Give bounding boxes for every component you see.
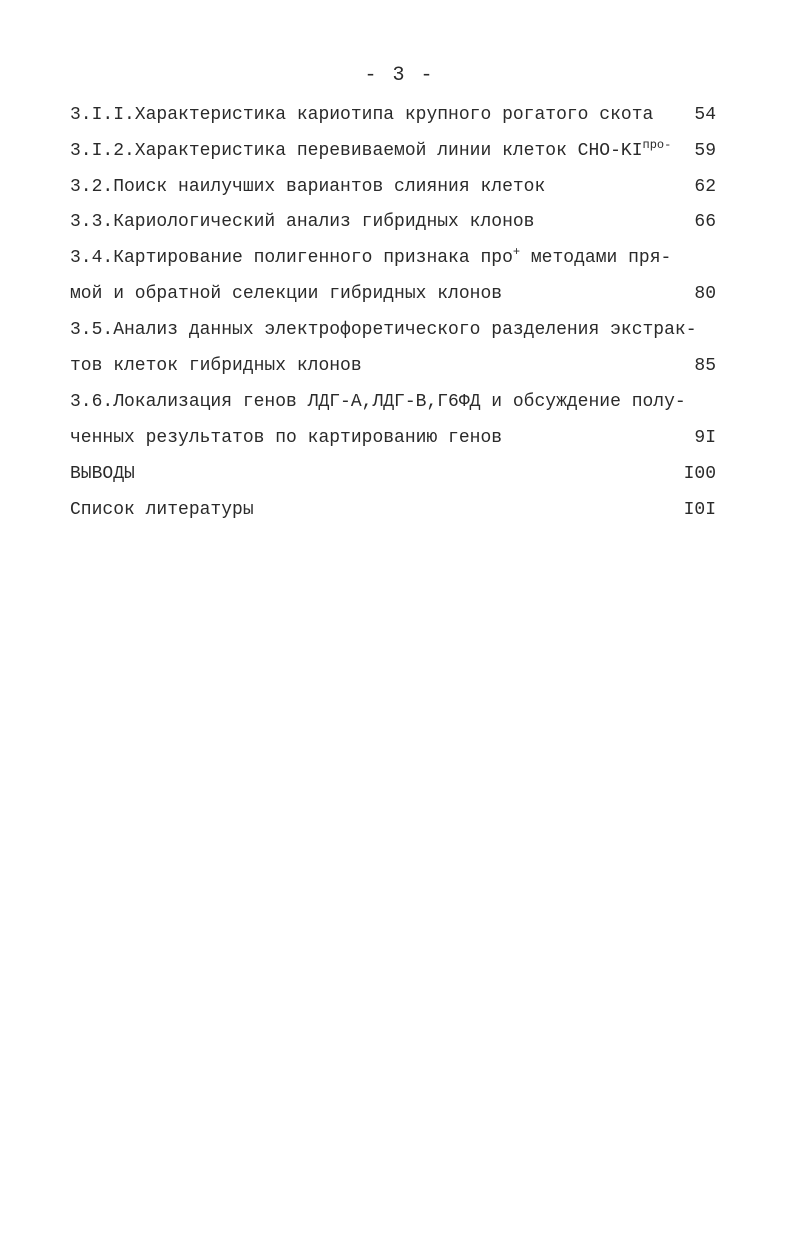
toc-entry xyxy=(70,175,716,199)
toc-entry xyxy=(70,426,716,450)
toc-entry xyxy=(70,390,716,414)
toc-entry-page: 59 xyxy=(694,141,716,161)
toc-entry xyxy=(70,103,716,127)
toc-entry-page: 9I xyxy=(694,428,716,448)
toc-entry-title: мой и обратной селекции гибридных клонов xyxy=(70,284,503,304)
toc-entry-page: 54 xyxy=(694,105,716,125)
toc-entry xyxy=(70,246,716,270)
toc-entry-title: Список литературы xyxy=(70,500,254,520)
toc-entry-title: тов клеток гибридных клонов xyxy=(70,356,362,376)
toc-entry-page: 80 xyxy=(694,284,716,304)
toc-entry-page: 62 xyxy=(694,177,716,197)
toc-entry xyxy=(70,282,716,306)
toc-entry-title: 3.4.Картирование полигенного признака про+ методами пря- xyxy=(70,245,672,268)
toc-entry xyxy=(70,139,716,163)
superscript: + xyxy=(512,245,521,259)
toc-entry xyxy=(70,354,716,378)
toc-entry-title: 3.6.Локализация генов ЛДГ-А,ЛДГ-В,Г6ФД и обсуждение полу- xyxy=(70,392,686,412)
toc-entry-title: 3.3.Кариологический анализ гибридных клонов xyxy=(70,212,535,232)
superscript: про- xyxy=(642,138,672,152)
toc-entry xyxy=(70,498,716,522)
toc-entry-title: ВЫВОДЫ xyxy=(70,464,135,484)
toc-entry-page: I00 xyxy=(683,464,716,484)
toc-entry-title: ченных результатов по картированию генов xyxy=(70,428,503,448)
toc-entry-page: I0I xyxy=(683,500,716,520)
toc-entry xyxy=(70,462,716,486)
toc-entry xyxy=(70,318,716,342)
toc-entry-page: 85 xyxy=(694,356,716,376)
toc-entry-title: 3.5.Анализ данных электрофоретического разделения экстрак- xyxy=(70,320,697,340)
toc-entry-title: 3.I.I.Характеристика кариотипа крупного рогатого скота xyxy=(70,105,654,125)
toc-entry-page: 66 xyxy=(694,212,716,232)
toc-entry-title: 3.2.Поиск наилучших вариантов слияния клеток xyxy=(70,177,546,197)
page-number: - 3 - xyxy=(364,64,435,87)
toc-entry-title: 3.I.2.Характеристика перевиваемой линии клеток CHO-$KI^{про-}$ xyxy=(70,138,672,161)
toc-entry xyxy=(70,210,716,234)
